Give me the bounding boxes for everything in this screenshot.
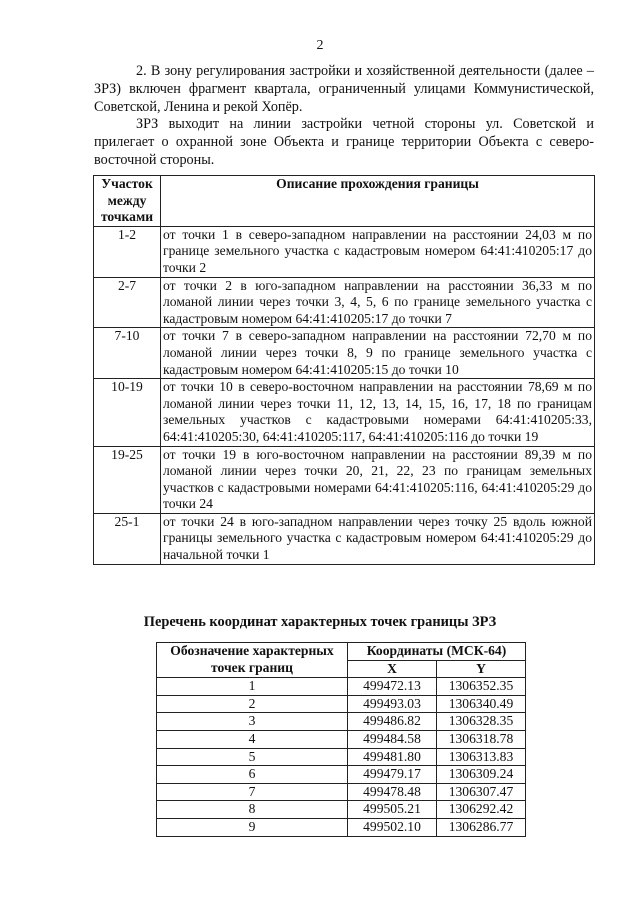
description-cell: от точки 2 в юго-западном направлении на расстоянии 36,33 м по ломаной линии через точки 3, 4, 5, 6 по границе земельного участка с кадастровым номером 64:41:410205:17 до точки 7 [161,277,595,328]
segment-cell: 19-25 [94,446,161,513]
x-cell: 499481.80 [348,748,437,766]
segment-cell: 7-10 [94,328,161,379]
header-y: Y [437,660,526,678]
x-cell: 499486.82 [348,713,437,731]
x-cell: 499484.58 [348,730,437,748]
table-row [157,713,526,731]
x-cell: 499478.48 [348,783,437,801]
y-cell: 1306340.49 [437,695,526,713]
header-point-designation: Обозначение характерных точек границ [157,643,348,678]
segment-cell: 10-19 [94,379,161,446]
table-row [157,766,526,784]
point-cell: 4 [157,730,348,748]
table-row [157,678,526,696]
segment-cell: 1-2 [94,226,161,277]
point-cell: 9 [157,818,348,836]
x-cell: 499472.13 [348,678,437,696]
y-cell: 1306328.35 [437,713,526,731]
point-cell: 8 [157,801,348,819]
table-row [94,379,595,446]
point-cell: 6 [157,766,348,784]
point-cell: 2 [157,695,348,713]
table-row [94,513,595,564]
table-header-row [94,176,595,227]
table-row [157,730,526,748]
segment-cell: 2-7 [94,277,161,328]
description-cell: от точки 24 в юго-западном направлении через точку 25 вдоль южной границы земельного участка с кадастровым номером 64:41:410205:29 до начальной точки 1 [161,513,595,564]
header-segment: Участок между точками [94,176,161,227]
boundary-segments-table [93,175,595,565]
description-cell: от точки 7 в северо-западном направлении на расстоянии 72,70 м по ломаной линии через точки 8, 9 по границе земельного участка с кадастровым номером 64:41:410205:15 до точки 10 [161,328,595,379]
table-row [157,695,526,713]
x-cell: 499502.10 [348,818,437,836]
paragraph-zrz-description [94,62,594,116]
y-cell: 1306286.77 [437,818,526,836]
x-cell: 499505.21 [348,801,437,819]
point-cell: 7 [157,783,348,801]
coordinates-table [156,642,526,837]
table-row [94,226,595,277]
paragraph-text: 2. В зону регулирования застройки и хозяйственной деятельности (далее – ЗРЗ) включен фрагмент квартала, ограниченный улицами Коммунистической, Советской, Ленина и рекой Хопёр. [94,63,594,115]
x-cell: 499479.17 [348,766,437,784]
header-description: Описание прохождения границы [161,176,595,227]
description-cell: от точки 10 в северо-восточном направлении на расстоянии 78,69 м по ломаной линии через точки 11, 12, 13, 14, 15, 16, 17, 18 по границам земельных участков с кадастровыми номерами 64:41:410205:33, 64:41:410205:30, 64:41:410205:117, 64:41:410205:116 до точки 19 [161,379,595,446]
table-header-row [157,643,526,661]
paragraph-zrz-boundary [94,115,594,169]
y-cell: 1306307.47 [437,783,526,801]
page-number: 2 [316,38,324,53]
x-cell: 499493.03 [348,695,437,713]
segment-cell: 25-1 [94,513,161,564]
table-row [94,446,595,513]
table-row [157,818,526,836]
description-cell: от точки 19 в юго-восточном направлении на расстоянии 89,39 м по ломаной линии через точки 20, 21, 22, 23 по границам земельных участков с кадастровыми номерами 64:41:410205:116, 64:41:410205:29 до точки 24 [161,446,595,513]
table-row [94,328,595,379]
y-cell: 1306318.78 [437,730,526,748]
paragraph-text: ЗРЗ выходит на линии застройки четной стороны ул. Советской и прилегает о охранной зоне Объекта и границе территории Объекта с северо-восточной стороны. [94,116,594,168]
table-row [157,783,526,801]
point-cell: 3 [157,713,348,731]
y-cell: 1306352.35 [437,678,526,696]
table-row [94,277,595,328]
point-cell: 1 [157,678,348,696]
header-x: X [348,660,437,678]
table-row [157,801,526,819]
y-cell: 1306313.83 [437,748,526,766]
y-cell: 1306309.24 [437,766,526,784]
coordinates-title: Перечень координат характерных точек границы ЗРЗ [143,614,497,630]
y-cell: 1306292.42 [437,801,526,819]
description-cell: от точки 1 в северо-западном направлении на расстоянии 24,03 м по границе земельного участка с кадастровым номером 64:41:410205:17 до точки 2 [161,226,595,277]
header-coordinates: Координаты (МСК-64) [348,643,526,661]
point-cell: 5 [157,748,348,766]
table-row [157,748,526,766]
